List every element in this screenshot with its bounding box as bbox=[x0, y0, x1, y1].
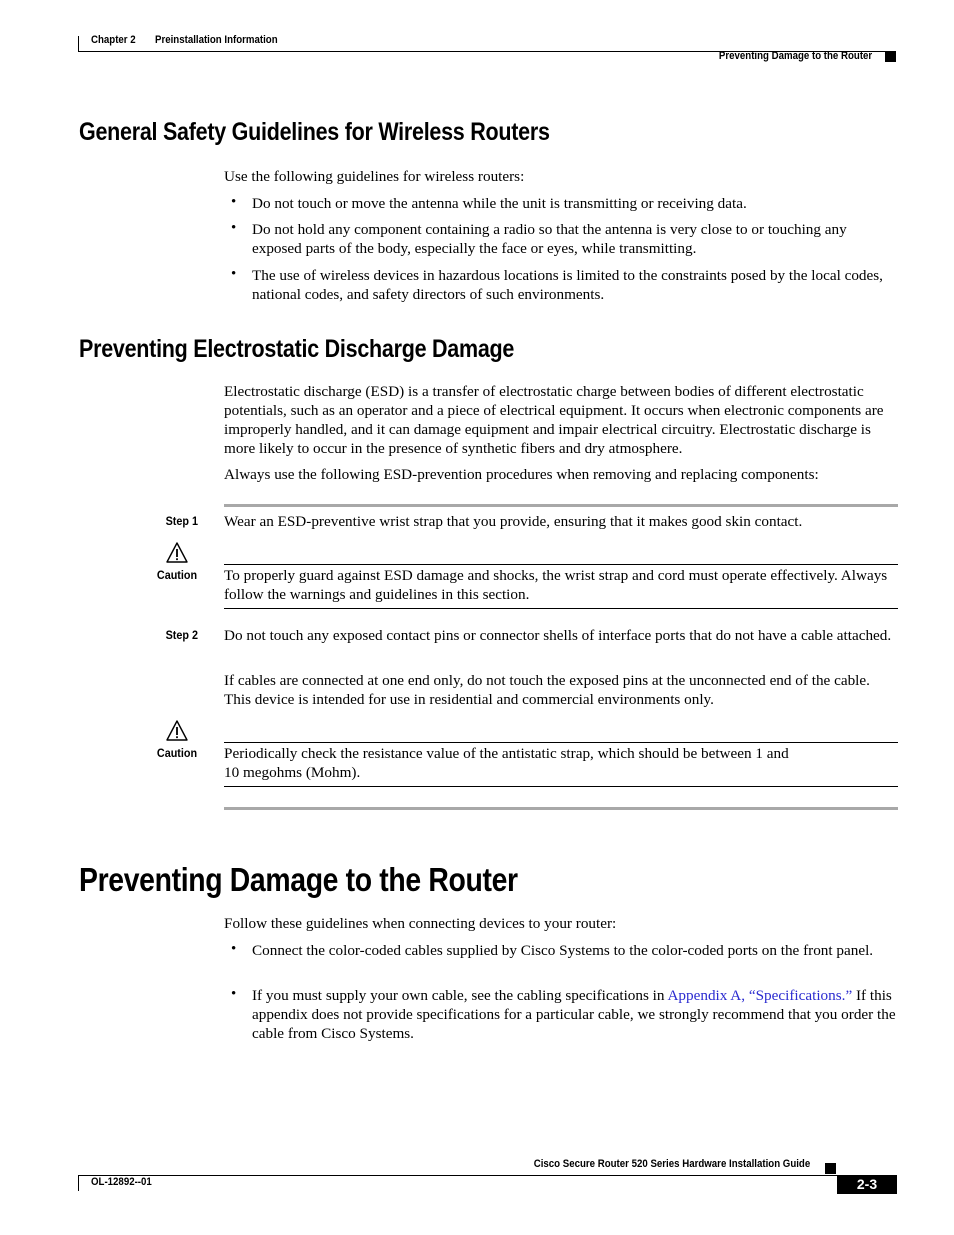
router-bullet-2-text-post: If this appendix does not provide specifications for a particular cable, we strongly recommend that you order the cable from Cisco Systems. bbox=[252, 987, 896, 1042]
wireless-bullet-2: Do not hold any component containing a radio so that the antenna is very close to or touching any exposed parts of the body, especially the face or eyes, while transmitting. bbox=[252, 221, 847, 257]
heading-wireless-safety: General Safety Guidelines for Wireless Routers bbox=[79, 118, 550, 146]
appendix-a-link[interactable]: Appendix A, “Specifications.” bbox=[667, 987, 853, 1004]
heading-router-damage: Preventing Damage to the Router bbox=[79, 861, 518, 898]
procedure-bottom-rule bbox=[224, 807, 898, 810]
caution-2-text-line-1: Periodically check the resistance value of the antistatic strap, which should be between 1 and bbox=[224, 745, 789, 762]
router-intro: Follow these guidelines when connecting devices to your router: bbox=[224, 915, 617, 932]
caution-2-top-rule bbox=[224, 742, 898, 743]
wireless-intro: Use the following guidelines for wireless routers: bbox=[224, 168, 525, 185]
caution-1-label: Caution bbox=[156, 568, 198, 582]
header-chapter: Chapter 2 bbox=[91, 34, 136, 46]
caution-2-bottom-rule bbox=[224, 786, 898, 787]
caution-2-text-line-2: 10 megohms (Mohm). bbox=[224, 764, 361, 781]
caution-1-top-rule bbox=[224, 564, 898, 565]
caution-icon bbox=[166, 542, 188, 563]
caution-2-label: Caution bbox=[156, 746, 198, 760]
step-1-label: Step 1 bbox=[165, 514, 198, 528]
router-bullet-2-text-pre: If you must supply your own cable, see the cabling specifications in bbox=[252, 987, 668, 1004]
wireless-bullet-1: Do not touch or move the antenna while the unit is transmitting or receiving data. bbox=[252, 195, 747, 212]
step-2-label: Step 2 bbox=[165, 628, 198, 642]
router-bullet-2 bbox=[252, 986, 898, 1043]
bullet-marker: • bbox=[231, 941, 237, 957]
procedure-top-rule bbox=[224, 504, 898, 507]
caution-1-bottom-rule bbox=[224, 608, 898, 609]
header-black-block bbox=[885, 51, 896, 62]
step-1-text: Wear an ESD-preventive wrist strap that you provide, ensuring that it makes good skin contact. bbox=[224, 513, 803, 530]
caution-1-text: To properly guard against ESD damage and shocks, the wrist strap and cord must operate effectively. Always follow the warnings and guidelines in this section. bbox=[224, 567, 888, 603]
step-2-text: Do not touch any exposed contact pins or connector shells of interface ports that do not have a cable attached. bbox=[224, 627, 892, 644]
footer-doc-number: OL-12892--01 bbox=[91, 1176, 152, 1188]
footer-page-number: 2-3 bbox=[856, 1176, 878, 1192]
esd-paragraph-2: Always use the following ESD-prevention procedures when removing and replacing components: bbox=[224, 466, 819, 483]
footer-left-bar bbox=[78, 1175, 79, 1191]
bullet-marker: • bbox=[231, 220, 237, 236]
heading-esd: Preventing Electrostatic Discharge Damage bbox=[79, 335, 515, 363]
footer-guide-title: Cisco Secure Router 520 Series Hardware Installation Guide bbox=[533, 1158, 810, 1170]
bullet-marker: • bbox=[231, 266, 237, 282]
wireless-bullet-3: The use of wireless devices in hazardous locations is limited to the constraints posed by the local codes, national codes, and safety directors of such environments. bbox=[252, 267, 883, 303]
bullet-marker: • bbox=[231, 194, 237, 210]
step-2-extra: If cables are connected at one end only, do not touch the exposed pins at the unconnected end of the cable. This device is intended for use in residential and commercial environments only. bbox=[224, 672, 870, 708]
caution-icon bbox=[166, 720, 188, 741]
footer-black-block bbox=[825, 1163, 836, 1174]
esd-paragraph-1: Electrostatic discharge (ESD) is a transfer of electrostatic charge between bodies of different electrostatic potentials, such as an operator and a piece of electrical equipment. It occurs when electronic components are improperly handled, and it can damage equipment and impair electrical circuitry. Electrostatic discharge is more likely to occur in the presence of synthetic fibers and dry atmosphere. bbox=[224, 383, 884, 457]
header-chapter-title: Preinstallation Information bbox=[155, 34, 278, 46]
header-left-bar bbox=[78, 36, 79, 52]
footer-rule bbox=[78, 1175, 896, 1176]
router-bullet-1: Connect the color-coded cables supplied by Cisco Systems to the color-coded ports on the front panel. bbox=[252, 942, 874, 959]
header-section-title: Preventing Damage to the Router bbox=[718, 50, 872, 62]
bullet-marker: • bbox=[231, 986, 237, 1002]
